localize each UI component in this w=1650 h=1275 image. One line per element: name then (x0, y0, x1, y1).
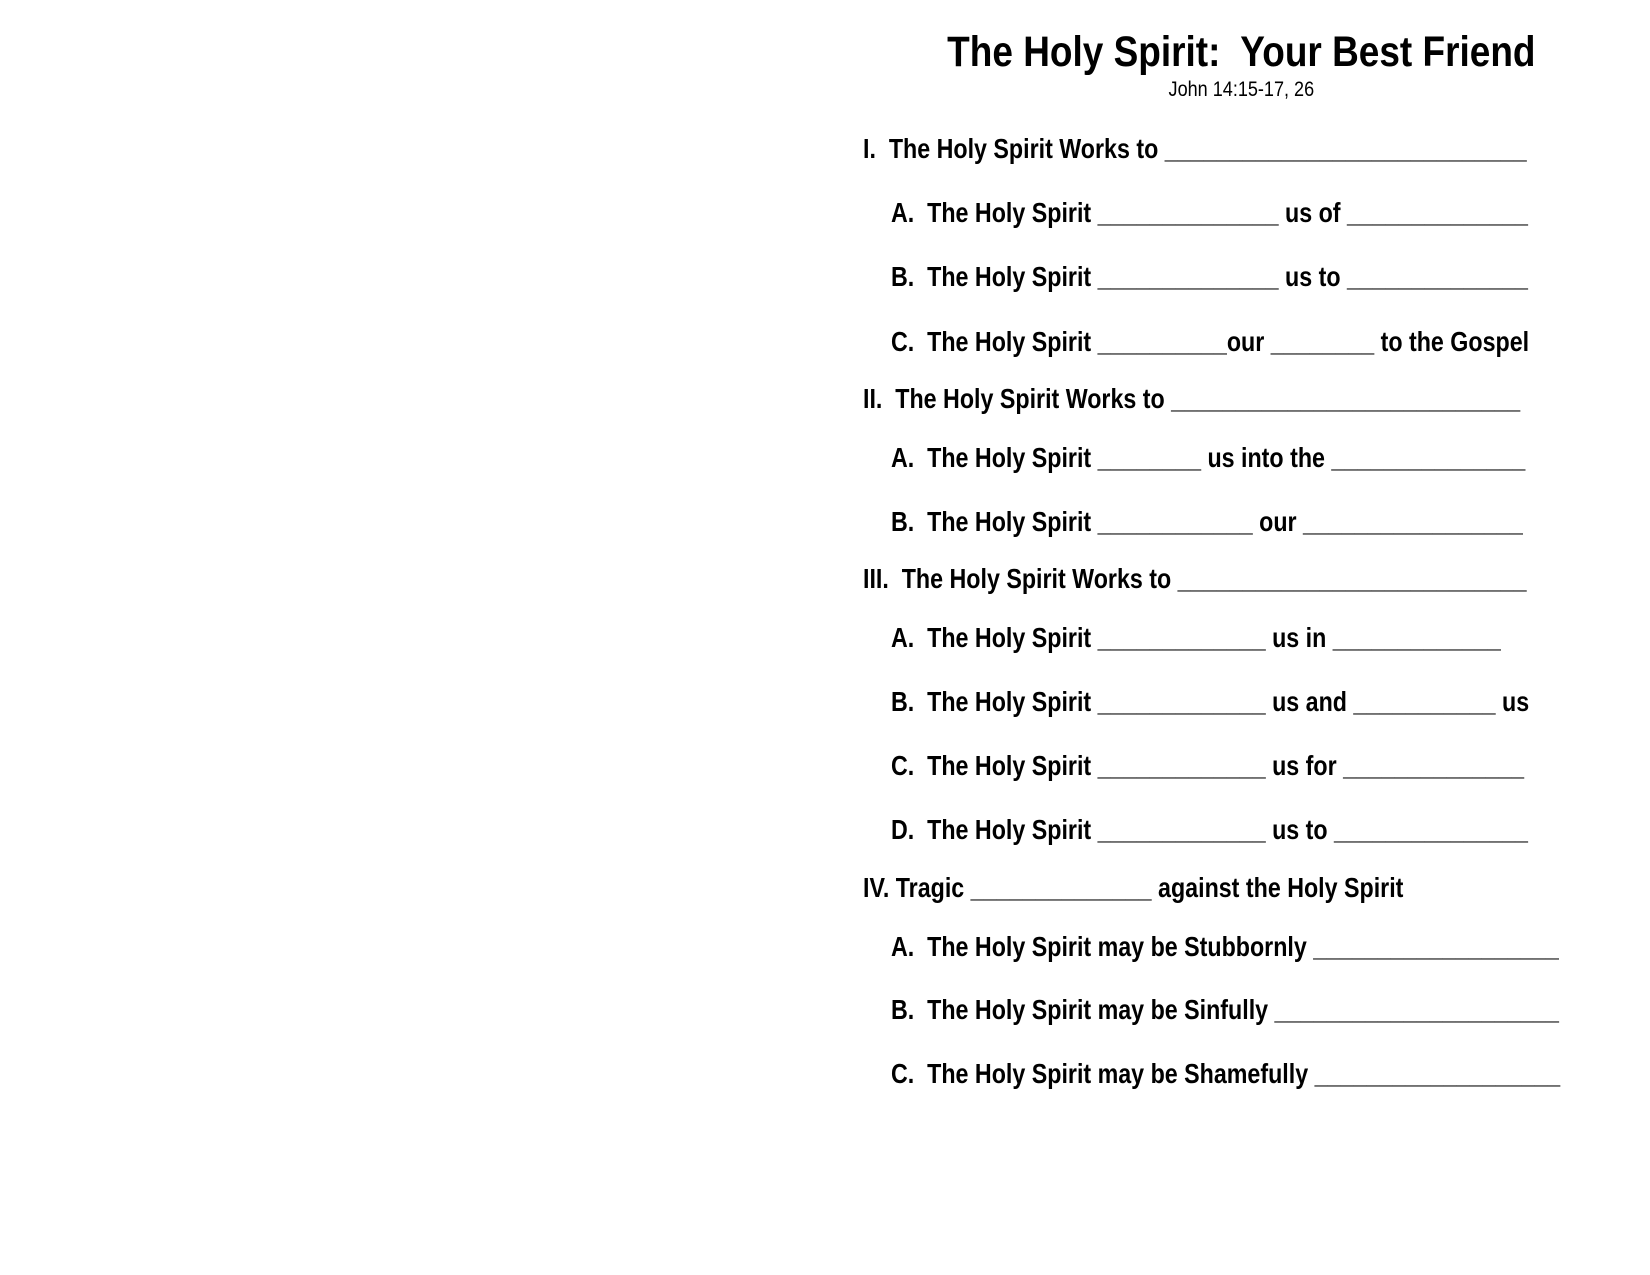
outline-point-2b: B. The Holy Spirit ____________ our _________________ (891, 506, 1523, 537)
outline-point-1: I. The Holy Spirit Works to ____________________________ (863, 133, 1527, 164)
outline-point-1c: C. The Holy Spirit __________our ________ to the Gospel (891, 326, 1530, 357)
outline-point-4: IV. Tragic ______________ against the Holy Spirit (863, 872, 1404, 903)
outline-point-4c: C. The Holy Spirit may be Shamefully ___________________ (891, 1058, 1561, 1089)
outline-point-4a: A. The Holy Spirit may be Stubbornly ___________________ (891, 931, 1559, 962)
scripture-reference: John 14:15-17, 26 (1168, 78, 1315, 101)
page-title: The Holy Spirit: Your Best Friend (947, 28, 1536, 76)
outline-point-1a: A. The Holy Spirit ______________ us of ______________ (891, 197, 1528, 228)
outline-point-3b: B. The Holy Spirit _____________ us and ___________ us (891, 686, 1530, 717)
outline-point-2a: A. The Holy Spirit ________ us into the _______________ (891, 442, 1526, 473)
sermon-outline-page (825, 0, 1650, 1275)
outline-point-3: III. The Holy Spirit Works to ___________________________ (863, 563, 1527, 594)
outline-point-1b: B. The Holy Spirit ______________ us to ______________ (891, 261, 1528, 292)
outline-point-3a: A. The Holy Spirit _____________ us in _____________ (891, 622, 1501, 653)
outline-point-3d: D. The Holy Spirit _____________ us to _______________ (891, 814, 1528, 845)
outline-point-3c: C. The Holy Spirit _____________ us for ______________ (891, 750, 1525, 781)
outline-point-4b: B. The Holy Spirit may be Sinfully ______________________ (891, 994, 1559, 1025)
outline-point-2: II. The Holy Spirit Works to ___________________________ (863, 383, 1521, 414)
